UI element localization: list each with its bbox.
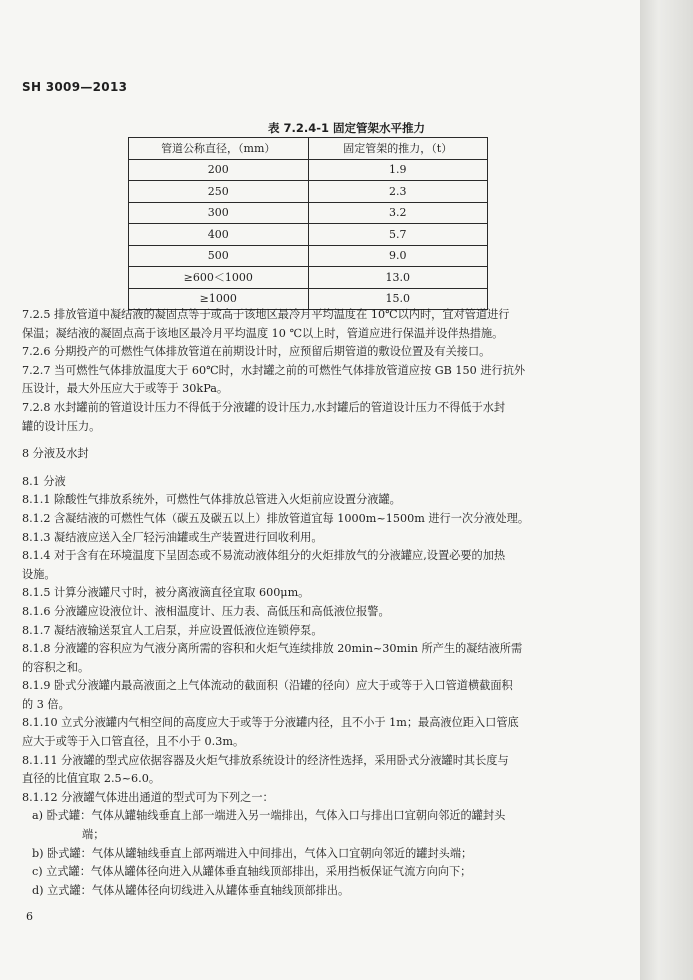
clause-7-2-5-cont: 保温；凝结液的凝固点高于该地区最冷月平均温度 10 ℃以上时，管道应进行保温并设伴热措施。 (22, 326, 504, 340)
table-row (129, 159, 488, 181)
section-8-1-heading: 8.1 分液 (22, 474, 66, 488)
table-cell-thrust: 2.3 (308, 181, 488, 203)
clause-7-2-7-cont: 压设计，最大外压应大于或等于 30kPa。 (22, 382, 229, 396)
list-item-a: a) 卧式罐：气体从罐轴线垂直上部一端进入另一端排出，气体入口与排出口宜朝向邻近的罐封头 (32, 809, 506, 823)
table-cell-diameter: 250 (129, 181, 309, 203)
column-header-thrust: 固定管架的推力，（t） (308, 138, 488, 160)
clause-8-1-7: 8.1.7 凝结液输送泵宜人工启泵，并应设置低液位连锁停泵。 (22, 623, 323, 637)
clause-8-1-9-cont: 的 3 倍。 (22, 697, 70, 711)
table-cell-thrust: 1.9 (308, 159, 488, 181)
page-number: 6 (26, 910, 33, 923)
scan-edge (640, 0, 693, 980)
table-cell-diameter: ≥1000 (129, 288, 309, 310)
clause-8-1-6: 8.1.6 分液罐应设液位计、液相温度计、压力表、高低压和高低液位报警。 (22, 604, 390, 618)
list-item-c: c) 立式罐：气体从罐体径向进入从罐体垂直轴线顶部排出，采用挡板保证气流方向向下； (32, 865, 472, 879)
clause-8-1-5: 8.1.5 计算分液罐尺寸时，被分离液滴直径宜取 600μm。 (22, 586, 310, 600)
clause-8-1-10-cont: 应大于或等于入口管直径，且不小于 0.3m。 (22, 735, 245, 749)
clause-8-1-10: 8.1.10 立式分液罐内气相空间的高度应大于或等于分液罐内径，且不小于 1m；最高液位距入口管底 (22, 716, 519, 730)
clause-7-2-8: 7.2.8 水封罐前的管道设计压力不得低于分液罐的设计压力,水封罐后的管道设计压力不得低于水封 (22, 400, 506, 414)
column-header-diameter: 管道公称直径，（mm） (129, 138, 309, 160)
table-row (129, 181, 488, 203)
list-item-a-cont: 端； (82, 828, 105, 842)
clause-8-1-4: 8.1.4 对于含有在环境温度下呈固态或不易流动液体组分的火炬排放气的分液罐应,设置必要的加热 (22, 549, 506, 563)
clause-7-2-7: 7.2.7 当可燃性气体排放温度大于 60℃时，水封罐之前的可燃性气体排放管道应按 GB 150 进行抗外 (22, 363, 526, 377)
table-row (129, 224, 488, 246)
table-cell-thrust: 15.0 (308, 288, 488, 310)
fixed-support-thrust-table (128, 137, 488, 310)
clause-8-1-3: 8.1.3 凝结液应送入全厂轻污油罐或生产装置进行回收利用。 (22, 530, 323, 544)
list-item-d: d) 立式罐：气体从罐体径向切线进入从罐体垂直轴线顶部排出。 (32, 883, 350, 897)
clause-8-1-12: 8.1.12 分液罐气体进出通道的型式可为下列之一： (22, 790, 274, 804)
clause-8-1-11: 8.1.11 分液罐的型式应依据容器及火炬气排放系统设计的经济性选择，采用卧式分液罐时其长度与 (22, 753, 509, 767)
clause-8-1-8-cont: 的容积之和。 (22, 660, 90, 674)
table-cell-diameter: 500 (129, 245, 309, 267)
clause-8-1-11-cont: 直径的比值宜取 2.5~6.0。 (22, 772, 161, 786)
table-cell-diameter: ≥600＜1000 (129, 267, 309, 289)
table-row (129, 267, 488, 289)
table-cell-thrust: 9.0 (308, 245, 488, 267)
document-body (22, 306, 582, 900)
table-cell-thrust: 13.0 (308, 267, 488, 289)
clause-8-1-2: 8.1.2 含凝结液的可燃性气体（碳五及碳五以上）排放管道宜每 1000m~1500m 进行一次分液处理。 (22, 511, 530, 525)
table-row (129, 202, 488, 224)
table-row (129, 245, 488, 267)
table-cell-diameter: 400 (129, 224, 309, 246)
clause-7-2-6: 7.2.6 分期投产的可燃性气体排放管道在前期设计时，应预留后期管道的敷设位置及有关接口。 (22, 345, 491, 359)
clause-8-1-1: 8.1.1 除酸性气排放系统外，可燃性气体排放总管进入火炬前应设置分液罐。 (22, 493, 401, 507)
table-header-row (129, 138, 488, 160)
standard-code-header: SH 3009—2013 (22, 80, 128, 94)
clause-8-1-8: 8.1.8 分液罐的容积应为气液分离所需的容积和火炬气连续排放 20min~30min 所产生的凝结液所需 (22, 642, 523, 656)
section-8-heading: 8 分液及水封 (22, 447, 89, 461)
table-cell-thrust: 3.2 (308, 202, 488, 224)
table-cell-thrust: 5.7 (308, 224, 488, 246)
clause-8-1-4-cont: 设施。 (22, 567, 56, 581)
table-cell-diameter: 200 (129, 159, 309, 181)
clause-7-2-8-cont: 罐的设计压力。 (22, 419, 101, 433)
clause-8-1-9: 8.1.9 卧式分液罐内最高液面之上气体流动的截面积（沿罐的径向）应大于或等于入口管道横截面积 (22, 679, 513, 693)
list-item-b: b) 卧式罐：气体从罐轴线垂直上部两端进入中间排出，气体入口宜朝向邻近的罐封头端； (32, 846, 473, 860)
table-cell-diameter: 300 (129, 202, 309, 224)
clause-7-2-5: 7.2.5 排放管道中凝结液的凝固点等于或高于该地区最冷月平均温度在 10℃以内时，宜对管道进行 (22, 308, 510, 321)
table-caption: 表 7.2.4-1 固定管架水平推力 (267, 121, 426, 135)
